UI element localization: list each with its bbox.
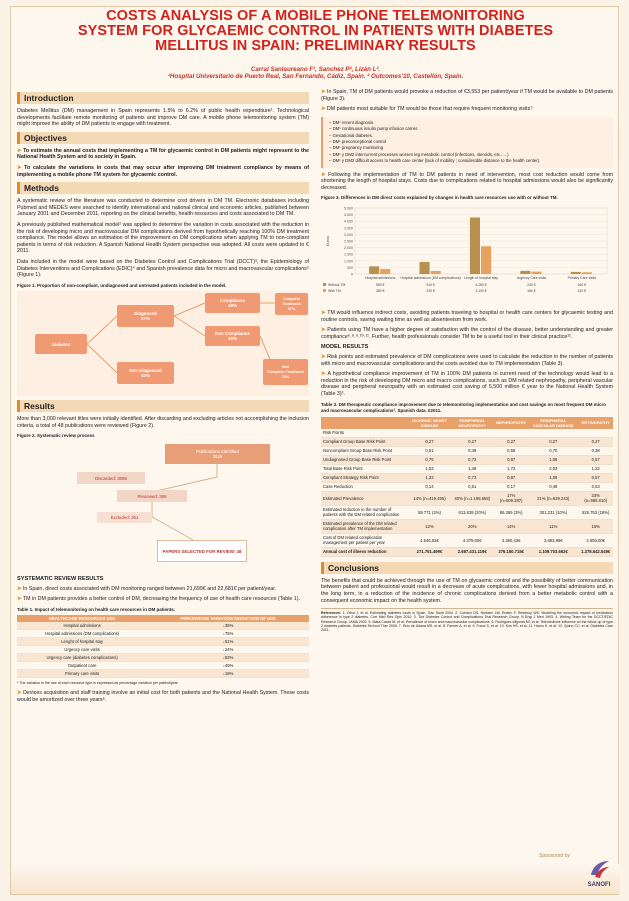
table-cell: 2.606,00€ [578, 533, 613, 547]
table-cell [578, 429, 613, 438]
table-row [17, 638, 309, 646]
table-row [17, 630, 309, 638]
table-cell: 40% (n=1.198.558) [450, 491, 494, 505]
table-cell: Risk Points [321, 429, 409, 438]
table-cell: 0,27 [578, 437, 613, 446]
table-1-caption: Table 1. Impact of telemonitoring on health care resources in DM patients. [17, 606, 175, 612]
bar-without-tm [520, 271, 530, 274]
table-row [17, 646, 309, 654]
table-cell: Estimated Prevalence [321, 491, 409, 505]
table-header: PERIPHERAL NEUROPATHY [450, 417, 494, 429]
table-row [17, 662, 309, 670]
table-cell: 0,72 [450, 455, 494, 464]
table-cell: 0,75 [409, 455, 451, 464]
table-cell: 11% [528, 519, 578, 533]
bullet-arrow-icon: ➤ [17, 147, 24, 154]
y-tick-label: 0 [351, 272, 353, 277]
flow-diabetes: Diabetes [35, 334, 87, 354]
model-results-heading: MODEL RESULTS [321, 344, 369, 351]
table-cell: 0,58 [494, 446, 528, 455]
x-tick-label: Urgency Care visits [516, 276, 547, 280]
table-cell: 4.379,50€ [450, 533, 494, 547]
table-row [17, 654, 309, 662]
list-item: – DM¹ recent diagnosis. [329, 119, 375, 125]
table-cell: Urgency care visits [17, 646, 147, 654]
review-selected: PAPERS SELECTED FOR REVIEW: 48 [157, 540, 247, 562]
bullet-arrow-icon: ➤ [17, 596, 23, 603]
bar-without-tm [420, 262, 430, 274]
table-cell: 1,53 [409, 464, 451, 473]
conclusions-heading: Conclusions [321, 562, 613, 574]
table-3 [321, 417, 613, 557]
data-label: 2.100 € [475, 289, 487, 293]
data-label: 380 € [375, 289, 385, 293]
figure-3-chart [321, 204, 613, 306]
systematic-review-heading: SYSTEMATIC REVIEW RESULTS [17, 576, 104, 583]
table-row [17, 622, 309, 630]
table-header: RETINOPATHY [578, 417, 613, 429]
table-cell: 1,33 [409, 473, 451, 482]
table-cell: 1,22 [578, 464, 613, 473]
data-label: 230 € [426, 289, 435, 293]
table-cell: 33% (n=988.810) [578, 491, 613, 505]
model-bullet: ➤ Risk points and estimated prevalence of DM complications were used to calculate the reduction in the number of patients with micro and macrovascular complications and the costs avoided due to TM implementation (Table 3). [321, 353, 613, 367]
table-cell: 1,06 [528, 455, 578, 464]
footer-band [11, 864, 620, 894]
flow-non-complete-treatment: Non Complete Treatment 73% [263, 359, 308, 385]
table-3-header-row [321, 417, 613, 429]
table-cell: 20% [450, 519, 494, 533]
table-cell: 59.771 (2%) [409, 505, 451, 519]
y-tick-label: 4.000 [344, 219, 353, 224]
table-cell: Annual cost of illness reduction [321, 547, 409, 556]
tm-candidates-list [321, 117, 613, 168]
table-cell: Compliant Group Base Risk Point [321, 437, 409, 446]
y-tick-label: 1.000 [344, 259, 353, 264]
legend-swatch [323, 283, 326, 286]
title-line-1: COSTS ANALYSIS OF A MOBILE PHONE TELEMONITORING [106, 8, 525, 24]
table-cell: Noncompliant Group Base Risk Point [321, 446, 409, 455]
figure-2-caption: Figure 2. Systematic review process [17, 433, 95, 439]
y-axis-label: Euros [325, 235, 330, 247]
bar-without-tm [369, 266, 379, 274]
review-publications: Publications Identified 3526 [165, 444, 270, 464]
bullet-arrow-icon: ➤ [321, 327, 328, 334]
table-row [321, 482, 613, 491]
review-reviewed: Reviewed: 398 [117, 490, 187, 502]
list-item: – DM¹ y DM2 intercurrent processes worsen leg metabolic control (infections, steroids, etc......) [329, 151, 509, 157]
table-cell: 0,51 [450, 482, 494, 491]
table-header: ISCHEMIC HEART DISEASE [409, 417, 451, 429]
table-cell: 0,87 [494, 473, 528, 482]
table-1-body [17, 622, 309, 678]
table-cell: 0,27 [528, 437, 578, 446]
table-row [321, 437, 613, 446]
objective-item: ➤ To estimate the annual costs that implementing a TM for glycaemic control in DM patients might represent to the National Health System and to society in Spain. [17, 147, 309, 161]
table-cell: ↓49% [147, 662, 309, 670]
table-cell: ↓83% [147, 654, 309, 662]
table-cell: 4.546,53€ [409, 533, 451, 547]
references [321, 608, 613, 632]
sanofi-bird-icon [585, 855, 613, 883]
table-cell: 301.231 (10%) [528, 505, 578, 519]
table-cell: Undiagnosed Group Base Risk Point [321, 455, 409, 464]
y-tick-label: 3.000 [344, 232, 353, 237]
table-cell: ↓51% [147, 638, 309, 646]
figure-1-caption: Figure 1. Proportion of non-compliant, undiagnosed and untreated patients included in the model. [17, 282, 227, 288]
table-cell: 0,48 [528, 482, 578, 491]
table-cell: Cost of DM related complication management per patient per year [321, 533, 409, 547]
x-tick-label: Length of hospital stay [464, 276, 498, 280]
table-cell [450, 429, 494, 438]
table-cell: 2,03 [528, 464, 578, 473]
table-3-caption: Table 3. DM therapeutic compliance improvement due to telemonitoring implementation and cost savings on most frequent DM micro and macrovascular complications². Spanish data. €2011. [321, 401, 606, 414]
data-label: 910 € [426, 283, 435, 287]
table-cell: 12% [409, 519, 451, 533]
affiliations: ¹Hospital Universitario de Puerto Real, San Fernando, Cádiz, Spain. ² Outcomes’10, Castellón, Spain. [167, 73, 464, 80]
flow-diagnosed: Diagnosed 57% [117, 305, 174, 327]
table-row [321, 505, 613, 519]
bar-with-tm [582, 272, 592, 274]
table-row [321, 491, 613, 505]
table-row [321, 446, 613, 455]
table-cell: ↓19% [147, 670, 309, 678]
bullet-arrow-icon: ➤ [17, 690, 24, 697]
table-cell: Compliant Strategy Risk Point [321, 473, 409, 482]
list-item: – DM¹ pregnancy monitoring [329, 145, 384, 151]
bar-with-tm [531, 272, 541, 274]
table-cell: 0,14 [409, 482, 451, 491]
model-bullet: ➤ A hypothetical compliance improvement of TM in 100% DM patients in current need of the technology would lead to a reduction in the risk of developing DM micro and macro complications, such as DM related nephropathy, peripheral vascular disease and peripheral neuropathy with an estimated cost saving of 5,500 million € year to the National Health System (Table 3)². [321, 371, 613, 397]
bullet-arrow-icon: ➤ [17, 164, 25, 171]
right-bullet: ➤ In Spain, TM of DM patients would provoke a reduction of €3,553 per patient/year if TM would be available to DM patients (Figure 3). [321, 89, 613, 102]
table-header [321, 417, 409, 429]
table-cell: 0,27 [494, 437, 528, 446]
table-cell: Urgency care (diabetes complications) [17, 654, 147, 662]
table-cell: 0,51 [409, 446, 451, 455]
legend-swatch [323, 289, 326, 292]
x-tick-label: Primary Care visits [567, 276, 597, 280]
table-cell: 0,38 [578, 446, 613, 455]
bullet-arrow-icon: ➤ [321, 371, 328, 378]
table-cell: ↓75% [147, 630, 309, 638]
flow-non-compliance: Non Compliance 32% [205, 326, 260, 346]
bar-without-tm [571, 272, 581, 274]
data-label: 130 € [577, 289, 587, 293]
right-bullet: ➤ Following the implementation of TM to DM patients in need of intervention, most cost reduction would come from shortening the length of hospital stays. Costs due to complications related to hospital admissions would also be significantly decreased. [321, 171, 613, 191]
table-cell: 3.683,96€ [528, 533, 578, 547]
intro-text: Diabetes Mellitus (DM) management in Spain represents 1.5% to 6.2% of public health expenditure¹. Technological developments facilitate remote monitoring of patients and improve DM care. A mobile phone telemonitoring system (TM) might improve the ability of DM patients to engage with treatment. [17, 108, 309, 128]
table-cell: 0,53 [578, 482, 613, 491]
table-cell: Hospital admissions [17, 622, 147, 630]
table-cell [409, 429, 451, 438]
table-1-header: HEALTHCARE RESOURCES USE [17, 615, 147, 622]
table-row [321, 429, 613, 438]
table-cell: 4.360,42€ [494, 533, 528, 547]
authors-block [11, 66, 620, 80]
table-cell: 613.639 (20%) [450, 505, 494, 519]
figure-1-flowchart [17, 291, 309, 396]
references-text: 1. Oliva J, et al. Estimating diabetes costs in Spain. Gac Sanit 2004. 2. Cobden DS, Niessen LW, Rutten F, Redekop WK. Modeling the economic impact of medication adherence in type 2 diabetes. Curr Med Res Opin 2010. 3. The Diabetes Control and Complications Trial Research Group. N Engl J Med 1993. 4. Writing Team for the DCCT/EDIC Research Group. JAMA 2002. 5. Mata-Cases M, et al. Prevalence of micro and macrovascular complications. 6. Rodriguez-Idigoras MI, et al. Telemedicine influence on the follow-up of type 2 diabetes patients. Diabetes Technol Ther 2009. 7. Ruiz de Adana MS, et al. 8. Farmer A, et al. 9. Franc S, et al. 10. Kim HS, et al. 11. Harno K, et al. 12. Quinn CC, et al. Diabetes Care 2011. [321, 611, 613, 633]
table-cell: 271.751.499€ [409, 547, 451, 556]
data-label: 4.280 € [475, 283, 487, 287]
poster [10, 6, 619, 895]
table-cell: ↓24% [147, 646, 309, 654]
objective-item: ➤ To calculate the variations in costs that may occur after improving DM treatment compliance by means of implementing a mobile phone TM system for glycaemic control. [17, 164, 309, 178]
table-cell: 0,27 [450, 437, 494, 446]
table-cell: 376.150.715€ [494, 547, 528, 556]
bullet-arrow-icon: ➤ [321, 353, 328, 360]
bar-with-tm [431, 271, 441, 274]
table-cell: 21% (n=629.243) [528, 491, 578, 505]
table-cell: 1,72 [494, 464, 528, 473]
table-cell: Outpatient care [17, 662, 147, 670]
table-1-header: PERCENTAGE VARIATION REDUCTION OF USE [147, 615, 309, 622]
figure-2-review [17, 442, 309, 572]
table-cell: 0,87 [494, 455, 528, 464]
objectives-heading: Objectives [17, 132, 309, 144]
table-cell: 0,17 [494, 482, 528, 491]
review-discarded: Discarded: 3088 [77, 472, 145, 484]
x-tick-label: Hospital admissions (DM complications) [400, 276, 461, 280]
list-item: – Gestational diabetes. [329, 132, 373, 138]
y-tick-label: 1.500 [344, 252, 353, 257]
right-bullet: ➤ Patients using TM have a higher degree of satisfaction with the control of the disease, better understanding and greater compliance⁶˒⁸˒⁹˒¹⁰˒¹¹. Further, health professionals consider TM to be a useful tool in their clinical practice¹². [321, 327, 613, 340]
table-cell: 2.687.431.119€ [450, 547, 494, 556]
list-item: – DM¹ preconceptional control [329, 139, 387, 144]
results-heading: Results [17, 400, 309, 412]
table-3-body [321, 429, 613, 557]
table-cell: Case Reduction [321, 482, 409, 491]
sanofi-logo-text: SANOFI [587, 882, 611, 888]
table-cell: 14% [494, 519, 528, 533]
left-column [17, 89, 309, 707]
figure-3-caption: Figure 3. Differences in DM direct costs explained by changes in health care resources use with or without TM. [321, 195, 558, 201]
data-label: 180 € [527, 289, 536, 293]
table-1 [17, 615, 309, 678]
table-cell: Estimated reduction in the number of patients with the DM related complication [321, 505, 409, 519]
right-bullet: ➤ DM patients most suitable for TM would be those that require frequent monitoring visits⁷: [321, 106, 534, 113]
table-header: NEPHROPATHY [494, 417, 528, 429]
y-tick-label: 2.000 [344, 246, 353, 251]
authors: Carral Sanlaureano F¹, Sanchez P², Lizán L². [250, 66, 381, 73]
data-label: 160 € [577, 283, 587, 287]
table-cell: 1,06 [528, 473, 578, 482]
bar-with-tm [481, 246, 491, 274]
data-label: 580 € [375, 283, 385, 287]
table-cell: 0,27 [409, 437, 451, 446]
y-tick-label: 2.500 [344, 239, 353, 244]
y-tick-label: 500 [347, 265, 353, 270]
data-label: 240 € [527, 283, 536, 287]
conclusions-text: The benefits that could be achieved through the use of TM on glycaemic control and the possibility of better communication between patient and professional would result in a decrease of acute complications, with fewer hospital admissions and, in the long term, in a reduction of the incidence of chronic complications derived from a better metabolic control with a consequent economic impact on the health system. [321, 577, 613, 604]
table-cell: 1.109.703.662€ [528, 547, 578, 556]
table-cell: 0,70 [528, 446, 578, 455]
table-row [321, 473, 613, 482]
sr-bullet: ➤ In Spain, direct costs associated with DM monitoring ranged between 21,699€ and 22,681€ per patient/year. [17, 585, 277, 592]
table-cell [528, 429, 578, 438]
table-cell: 15% [578, 519, 613, 533]
bullet-arrow-icon: ➤ [17, 585, 23, 592]
bar-without-tm [470, 218, 480, 274]
bullet-arrow-icon: ➤ [321, 106, 327, 113]
list-item: – DM¹ continuous insulin pump infusion carrier. [329, 126, 419, 132]
table-cell: Total Base Risk Point [321, 464, 409, 473]
table-cell: 526.753 (18%) [578, 505, 613, 519]
methods-heading: Methods [17, 182, 309, 194]
bar-chart-svg [321, 204, 613, 306]
table-row [17, 670, 309, 678]
table-cell: 0,57 [578, 455, 613, 464]
right-bullet: ➤ TM would influence indirect costs, avoiding patients traveling to hospital or health care centers for glycaemic testing and routine controls, saving waiting time as well as absenteeism from work. [321, 310, 613, 323]
flow-compliance: Compliance 49% [205, 293, 260, 313]
table-cell: Hospital admissions (DM complications) [17, 630, 147, 638]
table-1-note: * The variation in the use of each resource type is expressed as percentage variation per patient/year. [17, 681, 179, 686]
table-cell: 0,57 [578, 473, 613, 482]
sr-bullet: ➤ Devices acquisition and staff training involve an initial cost for both patients and the National Health System. These costs would be amortized over three years⁶. [17, 690, 309, 703]
table-row [321, 533, 613, 547]
x-tick-label: Hospital admissions [365, 276, 396, 280]
table-header: PERIPHERAL VASCULAR DISEASE [528, 417, 578, 429]
table-cell: 0,73 [450, 473, 494, 482]
table-row [321, 519, 613, 533]
flow-complete-treatment: Complete Treatment 67% [275, 293, 308, 315]
y-tick-label: 5.000 [344, 206, 353, 211]
bullet-arrow-icon: ➤ [321, 171, 329, 178]
y-tick-label: 3.500 [344, 226, 353, 231]
methods-paragraph-2: A previously published mathematical model² was applied to determine the variation in costs associated with the reduction in the risk of developing micro and macrovascular DM complications derived from hypothetically reaching 100% DM treatment compliance. The model allows an estimation of the improvement on DM complications when applying TM to non-compliant patients in terms of risk reduction. A Spanish National Health System perspective was adopted. All costs were updated to € 2011. [17, 221, 309, 255]
table-cell: 1.378.642.549€ [578, 547, 613, 556]
references-label: References: [321, 611, 342, 616]
sponsor-label: Sponsored by [539, 853, 570, 859]
legend-label: Without TM [328, 283, 346, 287]
y-tick-label: 4.500 [344, 213, 353, 218]
intro-heading: Introduction [17, 92, 309, 104]
methods-paragraph-1: A systematic review of the literature was conducted to determine cost drivers in DM TM. Electronic databases including Pubmed and MEDES were searched to identify international and national clinical and economic articles, published between January 2001 and December 2011, reporting on the clinical benefits, health resources and costs associated to DM TM. [17, 198, 309, 218]
sr-bullet: ➤ TM in DM patients provides a better control of DM, decreasing the frequency of use of health care resources (Table 1). [17, 596, 300, 603]
right-column [321, 89, 613, 633]
table-cell: 86.265 (3%) [494, 505, 528, 519]
table-cell: 17% (n=509.387) [494, 491, 528, 505]
bullet-arrow-icon: ➤ [321, 310, 328, 316]
table-cell: 1,48 [450, 464, 494, 473]
table-cell: Primary care visits [17, 670, 147, 678]
table-cell: 14% (n=419.495) [409, 491, 451, 505]
legend-label: With TM [328, 289, 341, 293]
results-paragraph: More than 3,000 relevant titles were initially identified. After discarding and excluding articles not accomplishing the inclusion criteria, a total of 48 publications were reviewed (Figure 2). [17, 416, 309, 429]
table-cell: Estimated prevalence of the DM related complication after TM implementation [321, 519, 409, 533]
table-row [321, 455, 613, 464]
table-cell: ↓35% [147, 622, 309, 630]
title-line-3: MELLITUS IN SPAIN: PRELIMINARY RESULTS [155, 38, 476, 54]
table-cell: 0,49 [450, 446, 494, 455]
poster-title [11, 9, 620, 54]
flow-non-diagnosed: Non Diagnosed 43% [117, 362, 174, 384]
table-row [321, 464, 613, 473]
title-line-2: SYSTEM FOR GLYCAEMIC CONTROL IN PATIENTS WITH DIABETES [77, 23, 554, 39]
methods-paragraph-3: Data included in the model were based on the Diabetes Control and Complications Trial (DCCT)³, the Epidemiology of Diabetes Interventions and Complications (EDIC)⁴ and Spanish prevalence data for micro and macrovascular complications⁵ (Figure 1). [17, 258, 309, 279]
bullet-arrow-icon: ➤ [321, 89, 327, 95]
list-item: – DM¹ y DM2 difficult access to health care center (lack of mobility ; considerable distance to the health center). [329, 158, 541, 164]
table-cell: Lenght of hospital stay [17, 638, 147, 646]
table-cell [494, 429, 528, 438]
bar-with-tm [380, 269, 390, 274]
review-excluded: Excluded: 351 [97, 512, 152, 523]
table-row [321, 547, 613, 556]
